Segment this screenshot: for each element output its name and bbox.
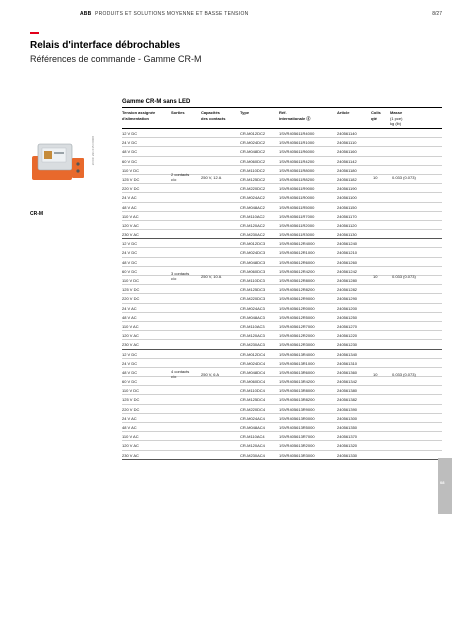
type-cell: CR-M060DC3 [240,268,266,274]
article-cell: 240561242 [337,268,358,274]
relay-socket-side [72,158,84,178]
page-title: Relais d'interface débrochables [30,40,181,51]
type-cell: CR-M125DC3 [240,287,266,293]
voltage-cell: 48 V AC [122,425,137,430]
col-header-outputs-line1: Sorties [171,110,185,115]
voltage-cell: 24 V DC [122,140,138,146]
type-cell: CR-M024AC3 [240,305,265,311]
type-cell: CR-M024DC4 [240,360,266,366]
pack-qty-cell: 10 [373,273,378,279]
type-cell: CR-M120AC4 [240,443,265,449]
voltage-cell: 230 V AC [122,342,139,348]
article-cell: 240561182 [337,176,357,182]
article-cell: 240561220 [337,333,358,339]
table-row [122,129,442,138]
ref-cell: 1SVR405613R2000 [279,443,315,449]
relay-coil [44,151,52,159]
type-cell: CR-M120AC2 [240,222,265,228]
ref-cell: 1SVR405613R8200 [279,397,315,403]
pack-qty-cell: 10 [373,175,378,181]
article-cell: 240561300 [337,415,358,421]
col-header-voltage [122,110,155,121]
article-cell: 240561382 [337,397,358,403]
outputs-cell-line1: 2 contacts [171,172,190,178]
ref-cell: 1SVR405612R8000 [279,278,315,283]
mass-cell: 0.033 (0.073) [392,273,416,279]
article-cell: 240561240 [337,241,358,247]
screw-terminal [76,162,79,165]
ref-cell: 1SVR405613R0000 [279,415,315,421]
type-cell: CR-M048DC2 [240,149,266,155]
article-cell: 240561370 [337,434,358,440]
page-number: 8/27 [432,11,442,17]
col-header-capacity-line2: des contacts [201,115,226,121]
table-row [122,322,442,331]
table-row [122,331,442,340]
ref-cell: 1SVR405611R7000 [279,213,315,219]
ref-cell: 1SVR405612R9000 [279,296,315,302]
article-cell: 240561160 [337,149,357,155]
type-cell: CR-M230AC2 [240,232,265,238]
capacity-cell: 250 V, 6 A [201,372,220,377]
voltage-cell: 48 V DC [122,259,138,265]
article-cell: 240561110 [337,140,357,146]
relay-contact [54,152,64,154]
order-table-body [122,129,442,460]
type-cell: CR-M048DC4 [240,369,266,375]
table-row [122,359,442,368]
ref-cell: 1SVR405613R1000 [279,360,315,366]
type-cell: CR-M024DC2 [240,140,266,146]
col-header-ref-line1: Réf. [279,110,287,115]
ref-cell: 1SVR405612R4000 [279,241,315,247]
table-row [122,451,442,460]
table-row [122,248,442,257]
table-row [122,414,442,423]
table-title-rule [122,107,442,108]
voltage-cell: 220 V DC [122,186,140,192]
col-header-capacity [201,110,225,121]
table-row [122,386,442,395]
col-header-mass-line3: kg (lb) [390,121,402,126]
col-header-mass [390,110,402,127]
outputs-cell-line1: 3 contacts [171,270,190,276]
voltage-cell: 24 V DC [122,250,138,256]
type-cell: CR-M024AC2 [240,195,265,201]
ref-cell: 1SVR405613R4200 [279,379,315,385]
ref-cell: 1SVR405611R8200 [279,176,315,182]
voltage-cell: 12 V DC [122,241,138,247]
col-header-type [240,110,249,116]
voltage-cell: 110 V DC [122,388,140,394]
table-row [122,221,442,230]
ref-cell: 1SVR405611R9000 [279,186,315,192]
voltage-cell: 125 V DC [122,397,140,403]
ref-cell: 1SVR405613R5000 [279,425,315,430]
voltage-cell: 24 V AC [122,415,137,421]
voltage-cell: 220 V DC [122,296,140,302]
article-cell: 240561150 [337,204,357,210]
table-row [122,432,442,441]
section-tab-label: 08 [440,480,445,485]
relay-product-photo [30,138,88,184]
ref-cell: 1SVR405611R3000 [279,232,315,238]
ref-cell: 1SVR405612R0000 [279,305,315,311]
table-row [122,184,442,193]
voltage-cell: 60 V DC [122,158,138,164]
article-cell: 240561340 [337,351,358,357]
voltage-cell: 48 V AC [122,204,137,210]
type-cell: CR-M220DC3 [240,296,266,302]
ref-cell: 1SVR405613R7000 [279,434,315,440]
table-row [122,377,442,386]
col-header-article [337,110,349,116]
voltage-cell: 120 V AC [122,443,139,449]
pack-qty-cell: 10 [373,372,378,377]
ref-cell: 1SVR405612R4200 [279,268,315,274]
ref-cell: 1SVR405613R3000 [279,452,315,458]
outputs-cell-line2: c/o [171,177,177,183]
table-row [122,350,442,359]
outputs-cell-line2: c/o [171,374,177,379]
table-row [122,441,442,450]
article-cell: 240561342 [337,379,358,385]
article-cell: 240561350 [337,425,358,430]
ref-cell: 1SVR405613R4000 [279,351,315,357]
voltage-cell: 110 V AC [122,323,139,329]
article-cell: 240561230 [337,342,358,348]
article-cell: 240561290 [337,296,358,302]
type-cell: CR-M048DC3 [240,259,266,265]
article-cell: 240561250 [337,314,358,320]
type-cell: CR-M012DC3 [240,241,266,247]
type-cell: CR-M012DC2 [240,131,266,136]
ref-cell: 1SVR405611R2000 [279,222,315,228]
table-row [122,157,442,166]
col-header-pack [371,110,381,121]
brand-logo: ABB [80,11,92,17]
header-title: PRODUITS ET SOLUTIONS MOYENNE ET BASSE TENSION [95,11,249,17]
ref-cell: 1SVR405612R8200 [279,287,315,293]
table-row [122,193,442,202]
voltage-cell: 60 V DC [122,379,138,385]
table-row [122,239,442,248]
voltage-cell: 125 V DC [122,287,140,293]
voltage-cell: 120 V AC [122,333,139,339]
photo-code: 2CDC 291 015 F0008 [91,136,95,166]
voltage-cell: 12 V DC [122,351,138,357]
ref-cell: 1SVR405612R3000 [279,342,315,348]
type-cell: CR-M220DC2 [240,186,266,192]
col-header-capacity-line1: Capacités [201,110,220,115]
type-cell: CR-M024AC4 [240,415,265,421]
section-tab [438,458,452,514]
article-cell: 240561270 [337,323,358,329]
table-row [122,405,442,414]
type-cell: CR-M110DC3 [240,278,265,283]
type-cell: CR-M220DC4 [240,406,266,412]
type-cell: CR-M110DC4 [240,388,265,394]
mass-cell: 0.033 (0.073) [392,175,416,181]
mass-cell: 0.033 (0.073) [392,372,416,377]
col-header-pack-line1: Colis [371,110,381,115]
ref-cell: 1SVR405611R1000 [279,140,315,146]
voltage-cell: 60 V DC [122,268,138,274]
article-cell: 240561200 [337,305,358,311]
accent-bar [30,32,39,34]
outputs-cell-line1: 4 contacts [171,369,190,374]
voltage-cell: 24 V DC [122,360,138,366]
col-header-outputs [171,110,185,116]
table-row [122,423,442,432]
article-cell: 240561320 [337,443,358,449]
voltage-cell: 220 V DC [122,406,140,412]
table-title: Gamme CR-M sans LED [122,99,191,105]
table-row [122,258,442,267]
article-cell: 240561130 [337,232,357,238]
col-header-voltage-line2: d'alimentation [122,115,149,121]
voltage-cell: 110 V DC [122,167,140,173]
type-cell: CR-M110AC2 [240,213,265,219]
ref-cell: 1SVR405611R8000 [279,167,315,173]
article-cell: 240561210 [337,250,358,256]
type-cell: CR-M060DC4 [240,379,266,385]
page-subtitle: Références de commande - Gamme CR-M [30,54,202,64]
ref-cell: 1SVR405613R6000 [279,369,315,375]
page-header [80,10,442,20]
type-cell: CR-M125DC4 [240,397,266,403]
col-header-mass-line2: (1 pce) [390,115,403,121]
type-cell: CR-M012DC4 [240,351,266,357]
type-cell: CR-M048AC3 [240,314,265,320]
article-cell: 240561140 [337,131,357,136]
article-cell: 240561190 [337,186,357,192]
table-row [122,230,442,239]
outputs-cell-line2: c/o [171,275,177,281]
voltage-cell: 230 V AC [122,232,139,238]
article-cell: 240561310 [337,360,358,366]
screw-terminal [76,169,79,172]
voltage-cell: 110 V DC [122,278,140,283]
article-cell: 240561282 [337,287,358,293]
capacity-cell: 250 V, 10 A [201,273,222,279]
type-cell: CR-M024DC3 [240,250,266,256]
ref-cell: 1SVR405612R2000 [279,333,315,339]
ref-cell: 1SVR405612R6000 [279,259,315,265]
voltage-cell: 110 V AC [122,434,139,440]
table-row [122,147,442,156]
type-cell: CR-M120AC3 [240,333,265,339]
type-cell: CR-M125DC2 [240,176,266,182]
voltage-cell: 48 V DC [122,369,138,375]
type-cell: CR-M110AC4 [240,434,265,440]
voltage-cell: 24 V AC [122,305,137,311]
voltage-cell: 110 V AC [122,213,139,219]
table-row [122,138,442,147]
col-header-voltage-line1: Tension assignée [122,110,156,115]
ref-cell: 1SVR405612R1000 [279,250,315,256]
article-cell: 240561260 [337,259,358,265]
table-row [122,285,442,294]
ref-cell: 1SVR405612R7000 [279,323,315,329]
ref-cell: 1SVR405611R4200 [279,158,315,164]
article-cell: 240561142 [337,158,357,164]
ref-cell: 1SVR405612R5000 [279,314,315,320]
voltage-cell: 24 V AC [122,195,137,201]
voltage-cell: 12 V DC [122,131,138,136]
type-cell: CR-M110DC2 [240,167,265,173]
article-cell: 240561380 [337,388,358,394]
voltage-cell: 125 V DC [122,176,140,182]
type-cell: CR-M048AC4 [240,425,265,430]
capacity-cell: 250 V, 12 A [201,175,222,181]
table-row [122,294,442,303]
table-row [122,395,442,404]
ref-cell: 1SVR405611R4000 [279,131,315,136]
article-cell: 240561100 [337,195,357,201]
ref-cell: 1SVR405611R6000 [279,149,315,155]
table-row [122,340,442,349]
voltage-cell: 120 V AC [122,222,139,228]
type-cell: CR-M230AC4 [240,452,265,458]
table-row [122,304,442,313]
voltage-cell: 230 V AC [122,452,139,458]
voltage-cell: 48 V DC [122,149,138,155]
type-cell: CR-M110AC3 [240,323,265,329]
table-row [122,313,442,322]
type-cell: CR-M230AC3 [240,342,265,348]
ref-cell: 1SVR405611R5000 [279,204,315,210]
ref-cell: 1SVR405613R8000 [279,388,315,394]
ref-cell: 1SVR405611R0000 [279,195,315,201]
col-header-mass-line1: Masse [390,110,403,115]
col-header-ref-line2: internationale ⓐ [279,115,311,121]
type-cell: CR-M048AC2 [240,204,265,210]
col-header-ref [279,110,310,121]
article-cell: 240561390 [337,406,358,412]
article-cell: 240561280 [337,278,358,283]
type-cell: CR-M060DC2 [240,158,266,164]
table-row [122,203,442,212]
voltage-cell: 48 V AC [122,314,137,320]
article-cell: 240561330 [337,452,358,458]
article-cell: 240561360 [337,369,358,375]
article-cell: 240561120 [337,222,357,228]
col-header-type-line1: Type [240,110,250,115]
ref-cell: 1SVR405613R9000 [279,406,315,412]
col-header-pack-line2: qté [371,115,377,121]
article-cell: 240561180 [337,167,357,173]
article-cell: 240561170 [337,213,357,219]
col-header-article-line1: Article [337,110,350,115]
product-label: CR-M [30,211,44,217]
table-row [122,212,442,221]
